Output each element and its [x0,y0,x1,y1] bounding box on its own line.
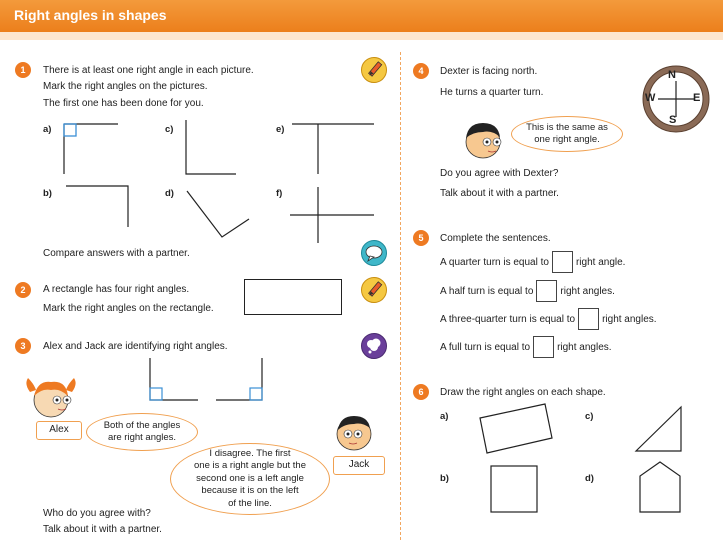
q5-sentence-3-before: A three-quarter turn is equal to [440,313,576,325]
jack-speech-line-4: because it is on the left [201,485,299,497]
compass-south: S [669,114,677,126]
jack-speech-line-3: second one is a left angle [196,472,304,484]
q5-sentence-2-before: A half turn is equal to [440,285,534,297]
jack-speech-line-5: of the line. [228,497,272,509]
question-number-1: 1 [15,62,31,78]
q6-label-d: d) [585,473,594,484]
question-number-3: 3 [15,338,31,354]
compass-east: E [693,92,701,104]
q1-label-e: e) [276,124,285,135]
q1-line-3: The first one has been done for you. [43,98,204,109]
jack-speech-line-2: one is a right angle but the [194,460,306,472]
q1-label-f: f) [276,188,283,199]
q1-label-c: c) [165,124,174,135]
q6-shape-b [491,466,537,512]
q6-shape-d [640,462,680,512]
compass-north: N [668,69,676,81]
q5-sentence-1-before: A quarter turn is equal to [440,256,549,268]
question-number-5: 5 [413,230,429,246]
q6-label-c: c) [585,411,594,422]
q4-footer-2: Talk about it with a partner. [440,188,559,199]
q6-shape-c [636,407,681,451]
dexter-speech-line-1: This is the same as [526,121,608,133]
q3-footer-1: Who do you agree with? [43,508,151,519]
q6-shape-a [480,404,552,453]
q5-sentence-4-before: A full turn is equal to [440,341,531,353]
q2-line-1: A rectangle has four right angles. [43,284,190,295]
q5-sentence-2-after: right angles. [560,285,615,297]
q2-line-2: Mark the right angles on the rectangle. [43,303,214,314]
q3-footer-2: Talk about it with a partner. [43,524,162,535]
q1-line-1: There is at least one right angle in each picture. [43,65,254,76]
q6-label-a: a) [440,411,449,422]
q5-line: Complete the sentences. [440,233,551,244]
question-number-6: 6 [413,384,429,400]
q1-line-2: Mark the right angles on the pictures. [43,81,208,92]
q5-sentence-1-after: right angle. [575,256,626,268]
alex-speech-line-2: are right angles. [107,432,177,443]
q1-label-b: b) [43,188,52,199]
q1-label-a: a) [43,124,52,135]
q1-compare: Compare answers with a partner. [43,248,190,259]
q4-line-1: Dexter is facing north. [440,66,538,77]
question-number-4: 4 [413,63,429,79]
q5-sentence-3-after: right angles. [602,313,657,325]
alex-name: Alex [36,421,82,440]
question-number-2: 2 [15,282,31,298]
jack-speech-line-1: I disagree. The first [209,447,291,459]
q4-footer-1: Do you agree with Dexter? [440,168,559,179]
q5-sentence-4-after: right angles. [557,341,612,353]
q6-line: Draw the right angles on each shape. [440,387,606,398]
compass-west: W [645,92,656,104]
page-title: Right angles in shapes [14,7,167,23]
q3-line: Alex and Jack are identifying right angles. [43,341,228,352]
q4-line-2: He turns a quarter turn. [440,87,544,98]
q6-label-b: b) [440,473,449,484]
alex-speech-line-1: Both of the angles [103,419,181,431]
q1-label-d: d) [165,188,174,199]
dexter-speech-line-2: one right angle. [534,134,600,145]
jack-name: Jack [333,456,385,475]
